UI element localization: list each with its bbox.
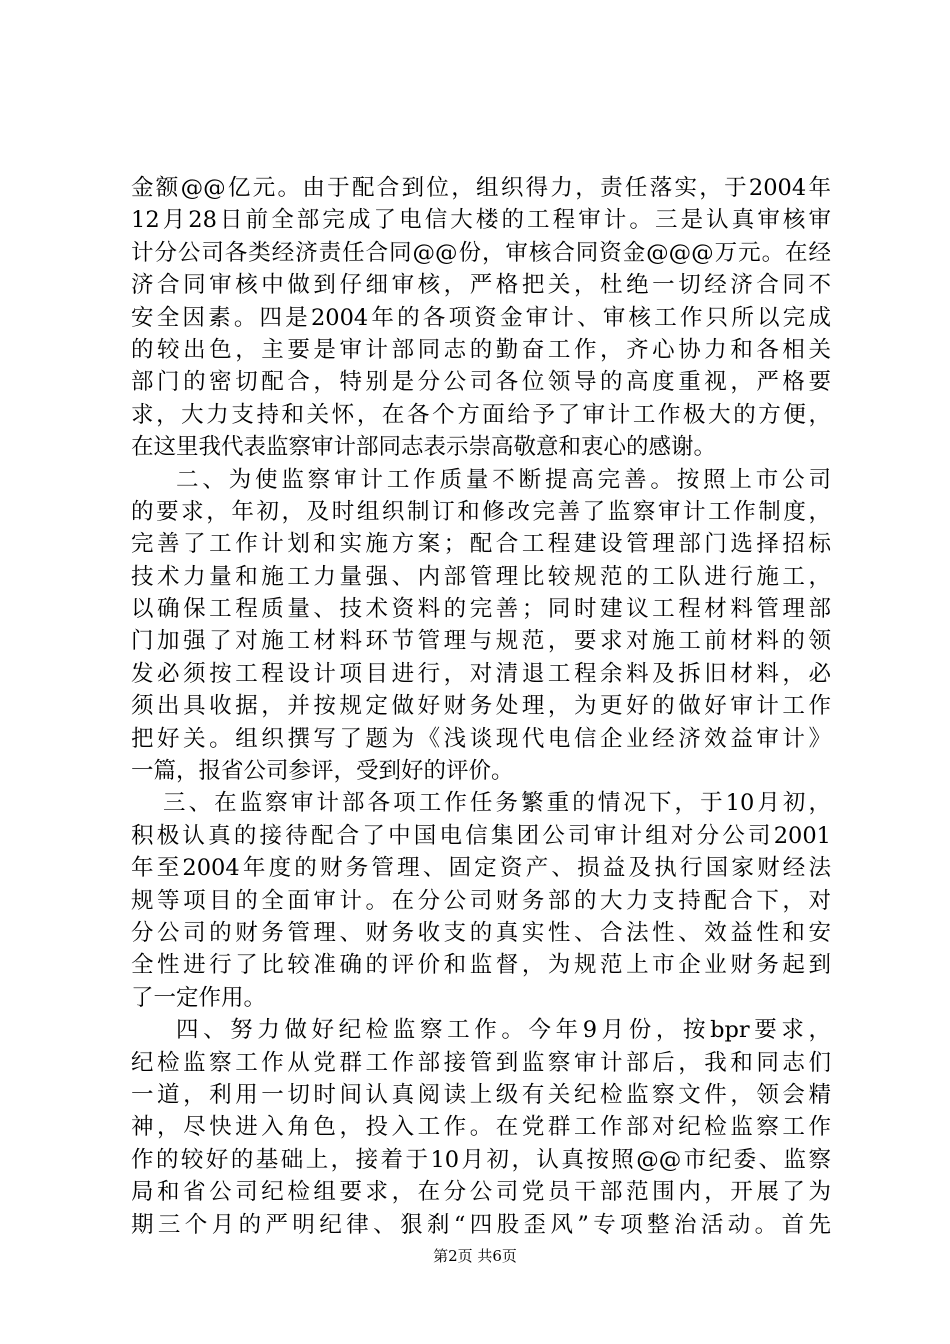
text-line: 作的较好的基础上，接着于10月初，认真按照@@市纪委、监察 <box>131 1146 831 1173</box>
text-line: 一道，利用一切时间认真阅读上级有关纪检监察文件，领会精 <box>131 1081 831 1108</box>
text-line: 金额@@亿元。由于配合到位，组织得力，责任落实，于2004年 <box>131 175 831 201</box>
text-line: 计分公司各类经济责任合同@@份，审核合同资金@@@万元。在经 <box>131 239 831 266</box>
text-line: 规等项目的全面审计。在分公司财务部的大力支持配合下，对 <box>131 887 831 914</box>
text-line: 年至2004年度的财务管理、固定资产、损益及执行国家财经法 <box>131 855 831 882</box>
text-line: 12月28日前全部完成了电信大楼的工程审计。三是认真审核审 <box>131 207 831 234</box>
text-line: 发必须按工程设计项目进行，对清退工程余料及拆旧材料，必 <box>131 660 831 687</box>
text-line: 期三个月的严明纪律、狠刹“四股歪风”专项整治活动。首先 <box>131 1211 831 1238</box>
text-line: 以确保工程质量、技术资料的完善；同时建议工程材料管理部 <box>131 596 831 623</box>
document-body <box>131 172 831 1241</box>
page-number-footer: 第2页 共6页 <box>433 1247 517 1265</box>
text-line: 求，大力支持和关怀，在各个方面给予了审计工作极大的方便， <box>131 401 831 428</box>
text-line: 纪检监察工作从党群工作部接管到监察审计部后，我和同志们 <box>131 1049 831 1076</box>
text-line: 的要求，年初，及时组织制订和修改完善了监察审计工作制度， <box>131 498 831 525</box>
paragraph-start-line: 三、在监察审计部各项工作任务繁重的情况下，于10月初， <box>163 790 831 817</box>
text-line: 的较出色，主要是审计部同志的勤奋工作，齐心协力和各相关 <box>131 336 831 363</box>
text-line: 技术力量和施工力量强、内部管理比较规范的工队进行施工， <box>131 563 831 590</box>
text-line: 部门的密切配合，特别是分公司各位领导的高度重视，严格要 <box>131 369 831 396</box>
text-line: 把好关。组织撰写了题为《浅谈现代电信企业经济效益审计》 <box>131 725 831 752</box>
text-line: 了一定作用。 <box>131 984 267 1011</box>
text-line: 全性进行了比较准确的评价和监督，为规范上市企业财务起到 <box>131 952 831 979</box>
text-line: 安全因素。四是2004年的各项资金审计、审核工作只所以完成 <box>131 304 831 331</box>
text-line: 局和省公司纪检组要求，在分公司党员干部范围内，开展了为 <box>131 1179 831 1206</box>
text-line: 完善了工作计划和实施方案；配合工程建设管理部门选择招标 <box>131 531 831 558</box>
text-line: 门加强了对施工材料环节管理与规范，要求对施工前材料的领 <box>131 628 831 655</box>
text-line: 神，尽快进入角色，投入工作。在党群工作部对纪检监察工作 <box>131 1114 831 1141</box>
text-line: 一篇，报省公司参评，受到好的评价。 <box>131 758 514 785</box>
text-line: 积极认真的接待配合了中国电信集团公司审计组对分公司2001 <box>131 822 831 849</box>
text-line: 分公司的财务管理、财务收支的真实性、合法性、效益性和安 <box>131 919 831 946</box>
text-line: 济合同审核中做到仔细审核，严格把关，杜绝一切经济合同不 <box>131 272 831 299</box>
paragraph-start-line: 四、努力做好纪检监察工作。今年9月份，按bpr要求， <box>176 1017 831 1044</box>
paragraph-start-line: 二、为使监察审计工作质量不断提高完善。按照上市公司 <box>176 466 831 493</box>
text-line: 须出具收据，并按规定做好财务处理，为更好的做好审计工作 <box>131 693 831 720</box>
text-line: 在这里我代表监察审计部同志表示崇高敬意和衷心的感谢。 <box>131 434 717 461</box>
